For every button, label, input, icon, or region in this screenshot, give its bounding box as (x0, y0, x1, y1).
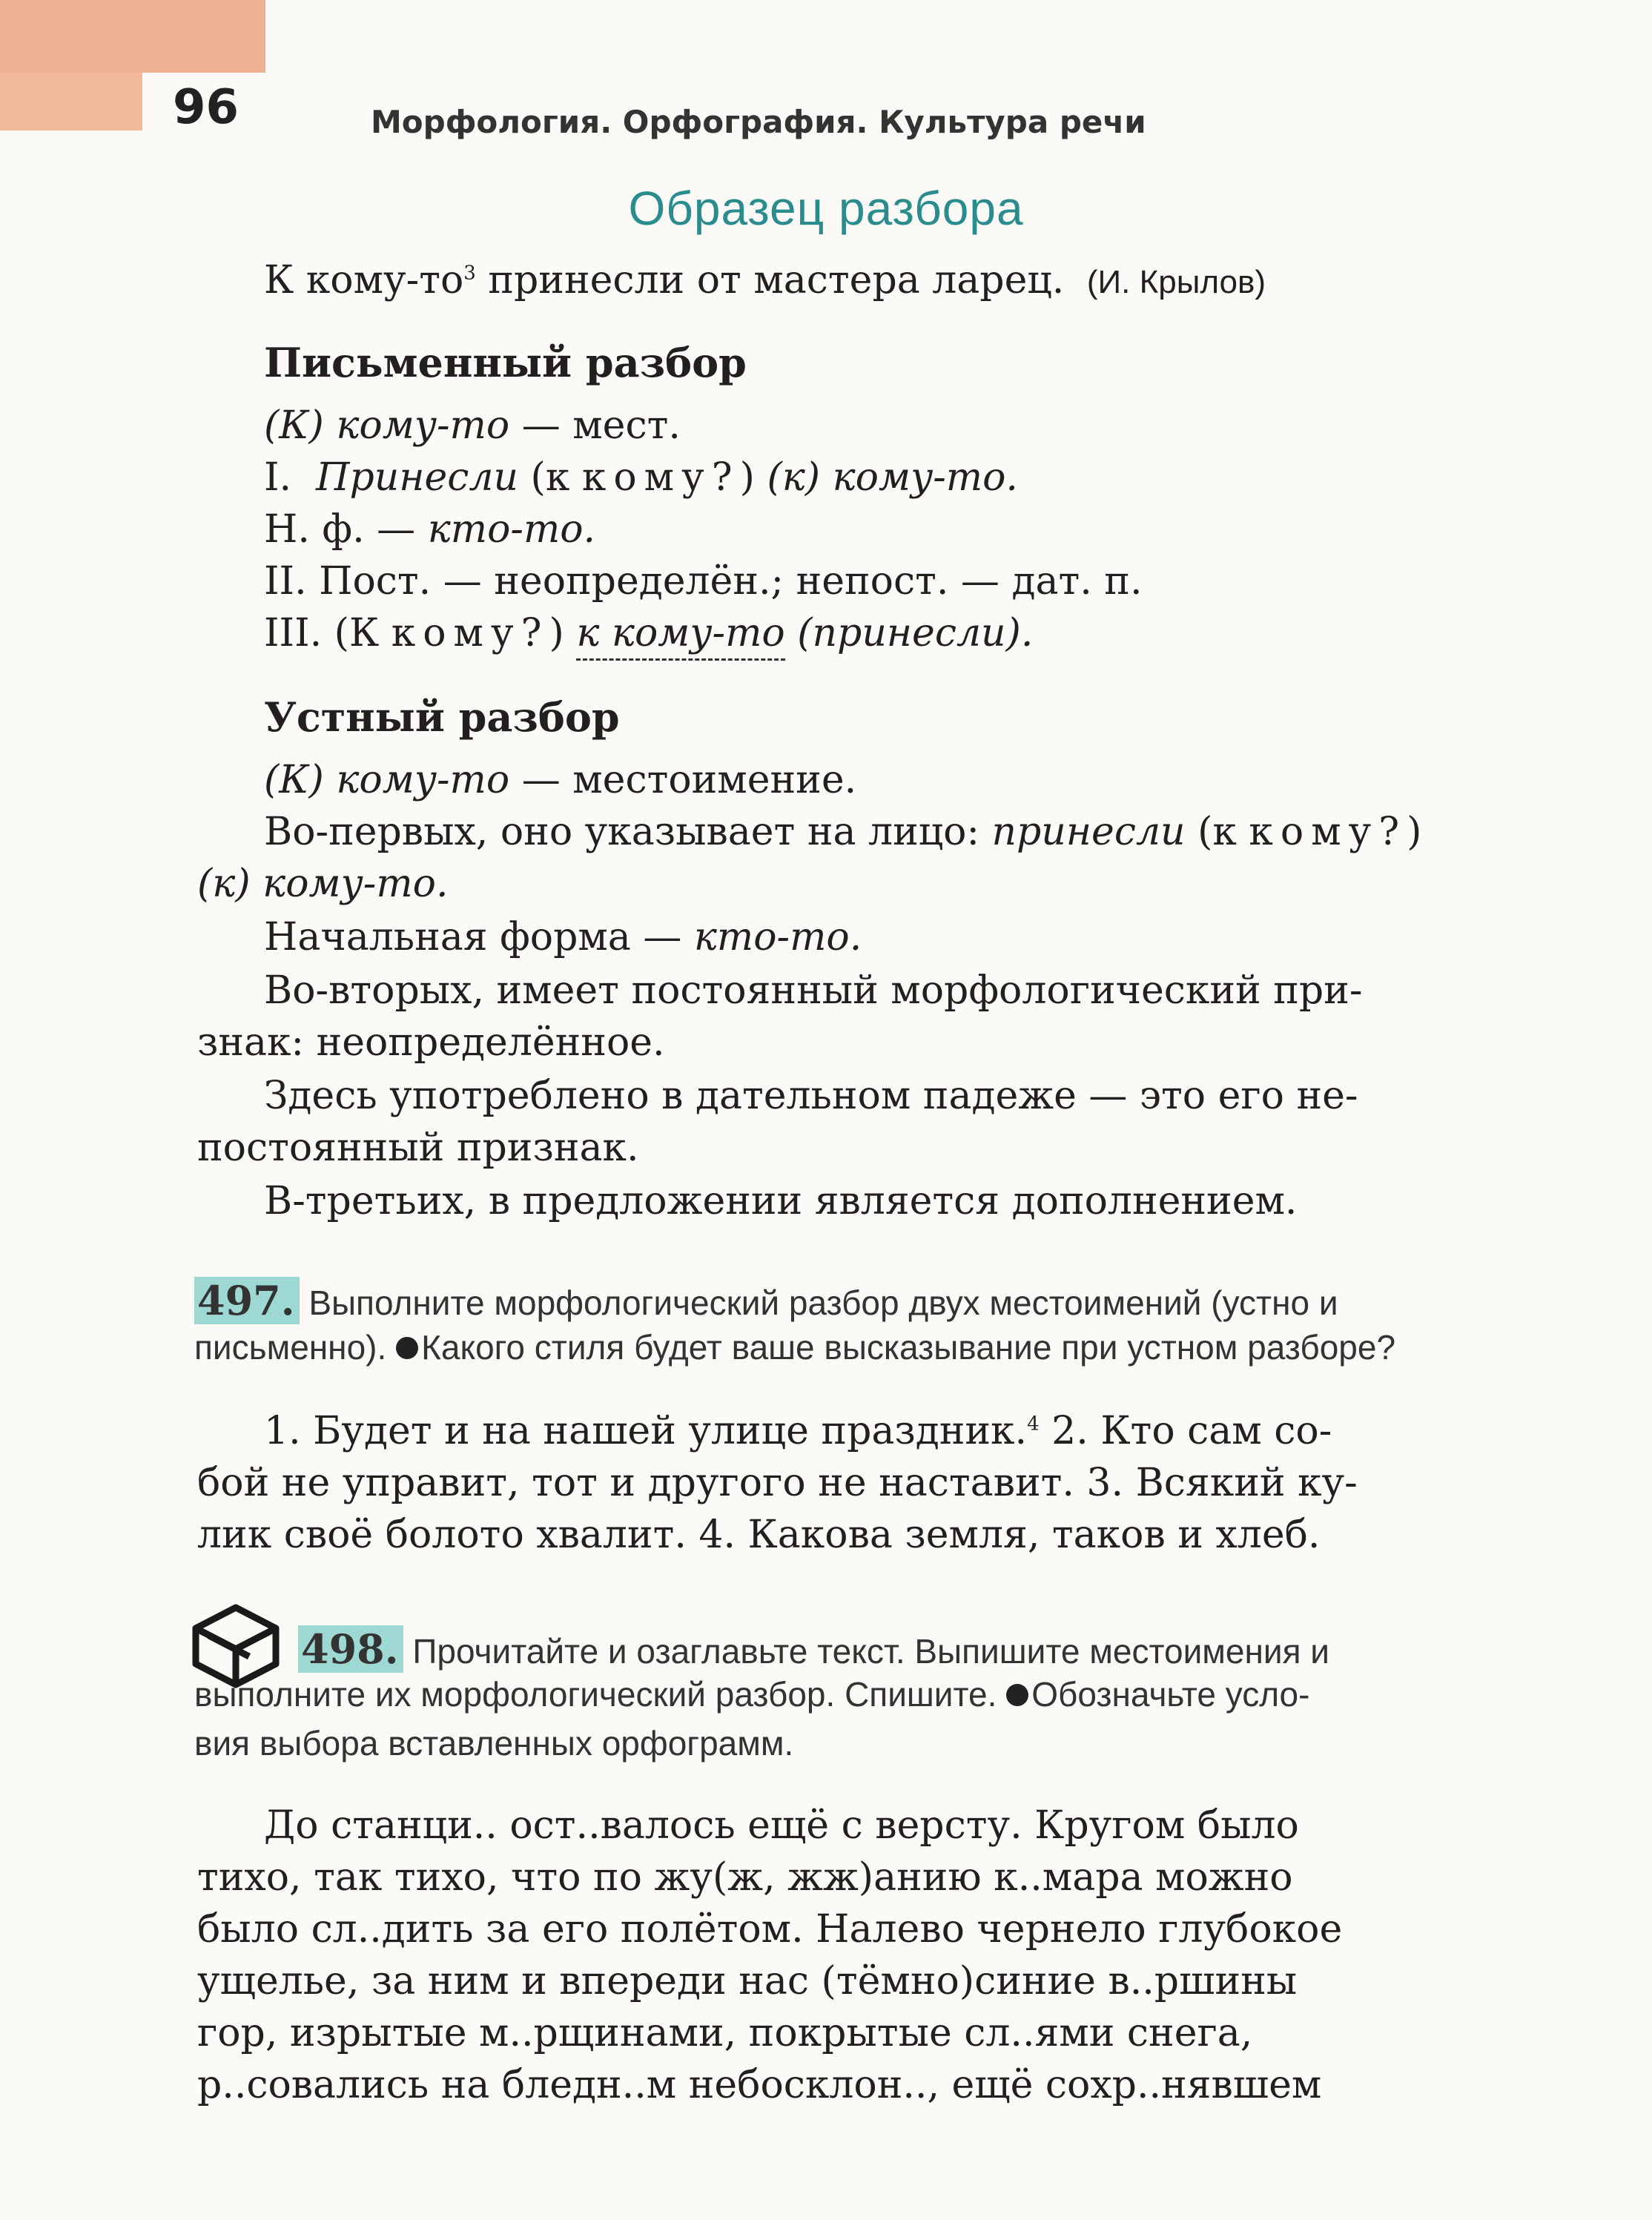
o4-ital: кто-то. (693, 915, 862, 959)
ex497-text1a: 1. Будет и на нашей улице праздник. (264, 1409, 1028, 1453)
bullet-icon (1006, 1684, 1028, 1706)
written-line-3 (264, 507, 596, 552)
page-number: 96 (173, 80, 239, 135)
exercise-497-task-line-2 (194, 1327, 1395, 1367)
oral-line-4 (264, 915, 862, 959)
ex497-task1: Выполните морфологический разбор двух местоимений (устно и (308, 1284, 1338, 1322)
written-line-4: II. Пост. — неопределён.; непост. — дат. п. (264, 559, 1143, 604)
w1-rest: — мест. (509, 403, 681, 448)
w5-text: III. (К (264, 611, 391, 655)
oral-line-5: Во-вторых, имеет постоянный морфологический при- (264, 968, 1363, 1013)
corner-color-tab (0, 0, 265, 73)
ex498-task1: Прочитайте и озаглавьте текст. Выпишите местоимения и (412, 1632, 1329, 1671)
o1-rest: — местоимение. (509, 758, 857, 802)
corner-color-tab-lower (0, 73, 142, 131)
ex497-task2a: письменно). (194, 1328, 387, 1367)
ex497-text1b: 2. Кто сам со- (1039, 1409, 1332, 1453)
sample-title: Образец разбора (628, 182, 1024, 235)
oral-line-1 (264, 758, 857, 802)
exercise-498-text-line-6: р..совались на бледн..м небосклон.., ещё сохр..нявшем (197, 2063, 1322, 2107)
exercise-498-text-line-2: тихо, так тихо, что по жу(ж, жж)анию к..мара можно (197, 1855, 1293, 1900)
bullet-icon (396, 1337, 418, 1359)
exercise-497-text-line-3: лик своё болото хвалит. 4. Какова земля, таков и хлеб. (197, 1513, 1321, 1557)
o4-text: Начальная форма — (264, 915, 694, 959)
w5-ital: (принесли). (784, 611, 1034, 655)
exercise-497-text-line-1 (264, 1409, 1332, 1453)
written-line-1 (264, 403, 681, 448)
o2-ital: принесли (991, 810, 1186, 854)
exercise-498-task-line-2 (194, 1674, 1309, 1714)
exercise-497-text-line-2: бой не управит, тот и другого не наставит. 3. Всякий ку- (197, 1461, 1358, 1505)
w5-question: кому? (391, 611, 549, 655)
exercise-498-number: 498. (298, 1625, 403, 1673)
o2-text: Во-первых, оно указывает на лицо: (264, 810, 992, 854)
oral-line-9: В-третьих, в предложении является дополнением. (264, 1179, 1298, 1223)
exercise-498-text-line-3: было сл..дить за его полётом. Налево чернело глубокое (197, 1907, 1343, 1952)
o2-q-close: ) (1407, 810, 1422, 854)
w2-ital: Принесли (316, 455, 519, 500)
o1-ital: (К) кому-то (264, 758, 510, 802)
sentence-source: (И. Крылов) (1086, 264, 1266, 300)
ex497-task2b: Какого стиля будет ваше высказывание при устном разборе? (421, 1328, 1396, 1367)
w1-ital: (К) кому-то (264, 403, 510, 448)
oral-line-3: (к) кому-то. (197, 862, 449, 906)
w3-text: Н. ф. — (264, 507, 428, 552)
w2-q-open: (к (518, 455, 582, 500)
exercise-498-text-line-1: До станци.. ост..валось ещё с версту. Кругом было (264, 1803, 1299, 1848)
w2-q-close: ) (739, 455, 767, 500)
w2-num: I. (264, 455, 292, 500)
exercise-497-task-line-1 (194, 1277, 1338, 1324)
written-heading: Письменный разбор (264, 339, 747, 386)
ex498-task2b: Обозначьте усло- (1031, 1675, 1310, 1714)
o2-q-open: (к (1185, 810, 1249, 854)
footnote-ref-4: 4 (1027, 1413, 1040, 1436)
footnote-ref: 3 (463, 262, 476, 285)
oral-heading: Устный разбор (264, 693, 620, 741)
running-title: Морфология. Орфография. Культура речи (371, 104, 1146, 140)
w2-question: кому? (581, 455, 740, 500)
exercise-498-text-line-4: ущелье, за ним и впереди нас (тёмно)синие в..ршины (197, 1959, 1298, 2003)
exercise-498-text-line-5: гор, изрытые м..рщинами, покрытые сл..ями снега, (197, 2011, 1253, 2055)
oral-line-6: знак: неопределённое. (197, 1020, 665, 1065)
w2-ital2: (к) кому-то. (767, 455, 1018, 500)
oral-line-2 (264, 810, 1422, 854)
sample-sentence (264, 258, 1266, 303)
sentence-rest: принесли от мастера ларец. (475, 258, 1065, 303)
oral-line-7: Здесь употреблено в дательном падеже — это его не- (264, 1074, 1358, 1118)
exercise-498-task-line-1 (298, 1625, 1329, 1673)
sentence-main: К кому-то (264, 258, 464, 303)
w5-close: ) (549, 611, 577, 655)
written-line-2 (264, 455, 1018, 500)
o2-question: кому? (1249, 810, 1407, 854)
exercise-497-number: 497. (194, 1277, 300, 1324)
oral-line-8: постоянный признак. (197, 1126, 639, 1170)
written-line-5 (264, 611, 1034, 655)
w3-ital: кто-то. (427, 507, 596, 552)
w5-dashed-underline: к кому-то (576, 611, 784, 661)
ex498-task2a: выполните их морфологический разбор. Спишите. (194, 1675, 997, 1714)
exercise-498-task-line-3: вия выбора вставленных орфограмм. (194, 1724, 794, 1763)
